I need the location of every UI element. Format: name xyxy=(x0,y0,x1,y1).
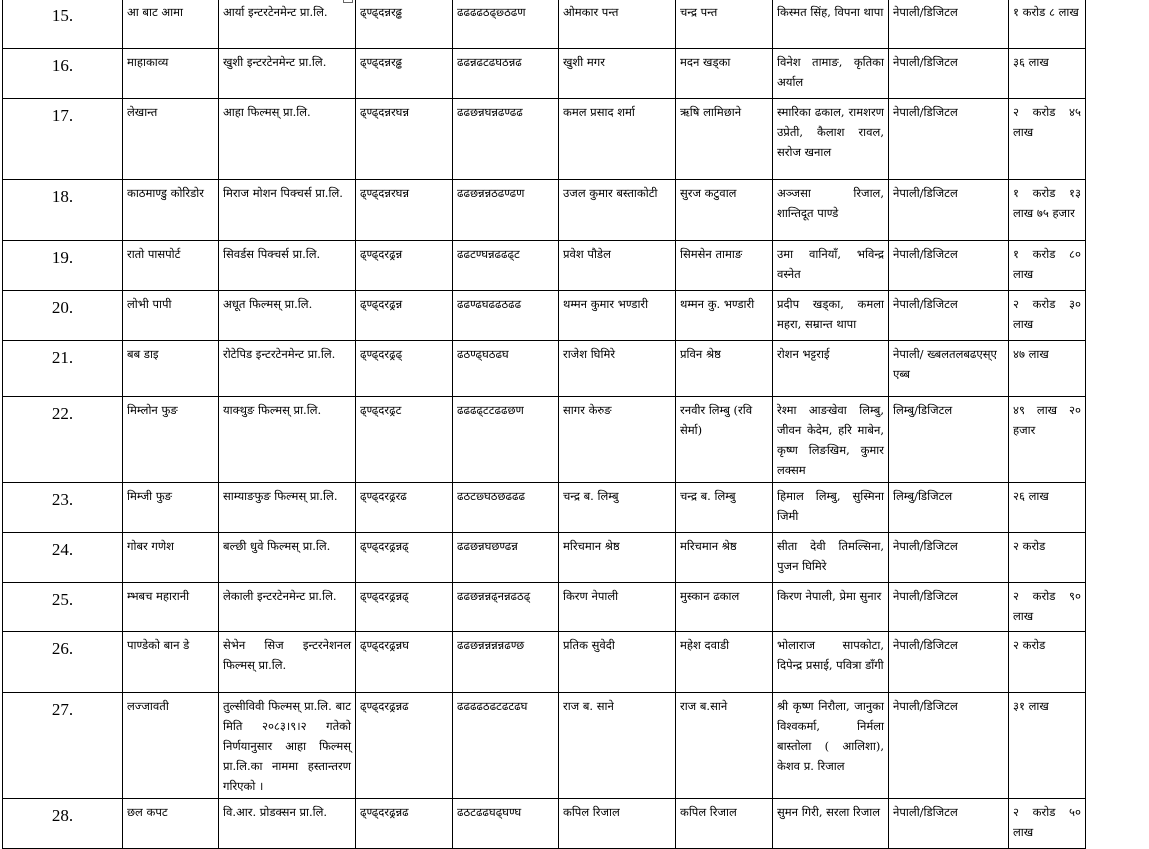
producer-company: खुशी इन्टरटेनमेन्ट प्रा.लि. xyxy=(219,49,356,99)
certificate-code: ढढढढठढटढटढघ xyxy=(453,693,559,799)
language-format: नेपाली/डिजिटल xyxy=(889,632,1009,693)
film-registration-table xyxy=(2,0,1086,849)
table-row xyxy=(3,180,1086,241)
film-title: छल कपट xyxy=(123,799,219,849)
writer-name: ऋषि लामिछाने xyxy=(676,99,773,180)
director-name: कपिल रिजाल xyxy=(559,799,676,849)
cast-names: अञ्जसा रिजाल, शान्तिदूत पाण्डे xyxy=(773,180,889,241)
row-number: 15. xyxy=(3,0,123,49)
film-title: मिम्लोन फुङ xyxy=(123,397,219,483)
budget-amount: २ करोड xyxy=(1009,632,1086,693)
row-number: 19. xyxy=(3,241,123,291)
budget-amount: १ करोड ८ लाख xyxy=(1009,0,1086,49)
director-name: चन्द्र ब. लिम्बु xyxy=(559,483,676,533)
certificate-code: ढढछन्नघछण्ढन्न xyxy=(453,533,559,583)
certificate-code: ढढढढठढ्छ्ठढण xyxy=(453,0,559,49)
certificate-code: ढठण्ढ्घठढघ xyxy=(453,341,559,397)
director-name: सागर केरुङ xyxy=(559,397,676,483)
film-title: बब डाइ xyxy=(123,341,219,397)
language-format: नेपाली/डिजिटल xyxy=(889,583,1009,632)
cast-names: सुमन गिरी, सरला रिजाल xyxy=(773,799,889,849)
producer-company: तुल्सीविवी फिल्मस् प्रा.लि. बाट मिति २०८३।९।२ गतेको निर्णयानुसार आहा फिल्मस् प्रा.लि.का नाममा हस्तान्तरण गरिएको । xyxy=(219,693,356,799)
certificate-code: ढढटण्घन्नढढढ्ट xyxy=(453,241,559,291)
language-format: नेपाली/डिजिटल xyxy=(889,0,1009,49)
language-format: नेपाली/डिजिटल xyxy=(889,49,1009,99)
producer-company: याक्थुङ फिल्मस् प्रा.लि. xyxy=(219,397,356,483)
cast-names: स्मारिका ढकाल, रामशरण उप्रेती, कैलाश रावल, सरोज खनाल xyxy=(773,99,889,180)
producer-company: आर्या इन्टरटेनमेन्ट प्रा.लि. xyxy=(219,0,356,49)
writer-name: मरिचमान श्रेष्ठ xyxy=(676,533,773,583)
registration-number: ढ्ण्ढ्दरढ्रन्न xyxy=(356,291,453,341)
table-row xyxy=(3,693,1086,799)
language-format: नेपाली/डिजिटल xyxy=(889,693,1009,799)
cast-names: विनेश तामाङ, कृतिका अर्याल xyxy=(773,49,889,99)
writer-name: राज ब.साने xyxy=(676,693,773,799)
budget-amount: २ करोड ९० लाख xyxy=(1009,583,1086,632)
film-title: रातो पासपोर्ट xyxy=(123,241,219,291)
registration-number: ढ्ण्ढ्दन्नरढ्ढ xyxy=(356,0,453,49)
language-format: नेपाली/डिजिटल xyxy=(889,99,1009,180)
film-title: लेखान्त xyxy=(123,99,219,180)
budget-amount: २ करोड ५० लाख xyxy=(1009,799,1086,849)
table-row xyxy=(3,341,1086,397)
registration-number: ढ्ण्ढ्दरढ्रन्नढ् xyxy=(356,583,453,632)
budget-amount: ३६ लाख xyxy=(1009,49,1086,99)
producer-company: लेकाली इन्टरटेनमेन्ट प्रा.लि. xyxy=(219,583,356,632)
producer-company: रोटेपिड इन्टरटेनमेन्ट प्रा.लि. xyxy=(219,341,356,397)
row-number: 22. xyxy=(3,397,123,483)
certificate-code: ढठटढढघढ्घण्घ xyxy=(453,799,559,849)
writer-name: चन्द्र पन्त xyxy=(676,0,773,49)
director-name: राज ब. साने xyxy=(559,693,676,799)
director-name: प्रतिक सुवेदी xyxy=(559,632,676,693)
language-format: नेपाली/डिजिटल xyxy=(889,533,1009,583)
certificate-code: ढढछन्नन्नढ्नन्नढठढ् xyxy=(453,583,559,632)
row-number: 27. xyxy=(3,693,123,799)
budget-amount: ३१ लाख xyxy=(1009,693,1086,799)
writer-name: मदन खड्का xyxy=(676,49,773,99)
director-name: खुशी मगर xyxy=(559,49,676,99)
cast-names: हिमाल लिम्बु, सुस्मिना जिमी xyxy=(773,483,889,533)
director-name: ओमकार पन्त xyxy=(559,0,676,49)
certificate-code: ढढन्नढटढघठन्नढ xyxy=(453,49,559,99)
cast-names: उमा वानियाँ, भविन्द्र वस्नेत xyxy=(773,241,889,291)
table-row xyxy=(3,632,1086,693)
table-row xyxy=(3,799,1086,849)
writer-name: सिमसेन तामाङ xyxy=(676,241,773,291)
row-number: 28. xyxy=(3,799,123,849)
row-number: 25. xyxy=(3,583,123,632)
certificate-code: ढढण्ढघढढठढढ xyxy=(453,291,559,341)
row-number: 20. xyxy=(3,291,123,341)
table-row xyxy=(3,483,1086,533)
director-name: राजेश घिमिरे xyxy=(559,341,676,397)
producer-company: आहा फिल्मस् प्रा.लि. xyxy=(219,99,356,180)
registration-number: ढ्ण्ढ्दरढ्रट xyxy=(356,397,453,483)
cast-names: रेश्मा आङखेवा लिम्बु, जीवन केदेम, हरि माबेन, कृष्ण लिङखिम, कुमार लक्सम xyxy=(773,397,889,483)
registration-number: ढ्ण्ढ्दरढ्रन्नढ xyxy=(356,693,453,799)
registration-number: ढ्ण्ढ्दरढ्रन्नघ xyxy=(356,632,453,693)
table-row xyxy=(3,241,1086,291)
budget-amount: २ करोड xyxy=(1009,533,1086,583)
director-name: किरण नेपाली xyxy=(559,583,676,632)
registration-number: ढ्ण्ढ्दन्नरघन्न xyxy=(356,180,453,241)
row-number: 23. xyxy=(3,483,123,533)
producer-company: वि.आर. प्रोडक्सन प्रा.लि. xyxy=(219,799,356,849)
language-format: लिम्बु/डिजिटल xyxy=(889,397,1009,483)
certificate-code: ढढछन्नन्नठढण्ढण xyxy=(453,180,559,241)
film-title: काठमाण्डु कोरिडोर xyxy=(123,180,219,241)
producer-company: अधूत फिल्मस् प्रा.लि. xyxy=(219,291,356,341)
table-row xyxy=(3,0,1086,49)
row-number: 24. xyxy=(3,533,123,583)
language-format: नेपाली/डिजिटल xyxy=(889,799,1009,849)
writer-name: महेश दवाडी xyxy=(676,632,773,693)
cast-names: किरण नेपाली, प्रेमा सुनार xyxy=(773,583,889,632)
table-row xyxy=(3,99,1086,180)
registration-number: ढ्ण्ढ्दरढ्रढ् xyxy=(356,341,453,397)
director-name: कमल प्रसाद शर्मा xyxy=(559,99,676,180)
language-format: नेपाली/डिजिटल xyxy=(889,180,1009,241)
writer-name: थम्मन कु. भण्डारी xyxy=(676,291,773,341)
director-name: मरिचमान श्रेष्ठ xyxy=(559,533,676,583)
registration-number: ढ्ण्ढ्दरढ्रन्नढ् xyxy=(356,533,453,583)
film-title: मिम्जी फुङ xyxy=(123,483,219,533)
language-format: नेपाली/डिजिटल xyxy=(889,291,1009,341)
film-title: गोबर गणेश xyxy=(123,533,219,583)
director-name: प्रवेश पौडेल xyxy=(559,241,676,291)
writer-name: प्रविन श्रेष्ठ xyxy=(676,341,773,397)
budget-amount: २ करोड ४५ लाख xyxy=(1009,99,1086,180)
cast-names: भोलाराज सापकोटा, दिपेन्द्र प्रसाई, पवित्रा डाँगी xyxy=(773,632,889,693)
film-title: लोभी पापी xyxy=(123,291,219,341)
writer-name: सुरज कटुवाल xyxy=(676,180,773,241)
budget-amount: २६ लाख xyxy=(1009,483,1086,533)
language-format: नेपाली/डिजिटल xyxy=(889,241,1009,291)
table-row xyxy=(3,397,1086,483)
writer-name: चन्द्र ब. लिम्बु xyxy=(676,483,773,533)
director-name: थम्मन कुमार भण्डारी xyxy=(559,291,676,341)
cast-names: सीता देवी तिमल्सिना, पुजन घिमिरे xyxy=(773,533,889,583)
budget-amount: १ करोड १३ लाख ७५ हजार xyxy=(1009,180,1086,241)
cast-names: रोशन भट्टराई xyxy=(773,341,889,397)
film-title: लज्जावती xyxy=(123,693,219,799)
producer-company: सेभेन सिज इन्टरनेशनल फिल्मस् प्रा.लि. xyxy=(219,632,356,693)
producer-company: बल्छी धुवे फिल्मस् प्रा.लि. xyxy=(219,533,356,583)
producer-company: साम्याङफुङ फिल्मस् प्रा.लि. xyxy=(219,483,356,533)
language-format: नेपाली/ ख्बलतलबढएस्ए एब्ब xyxy=(889,341,1009,397)
certificate-code: ढढछन्नघन्नढण्ढढ xyxy=(453,99,559,180)
table-row xyxy=(3,533,1086,583)
registration-number: ढ्ण्ढ्दन्नरघन्न xyxy=(356,99,453,180)
certificate-code: ढढछन्नन्नन्नन्नढण्छ xyxy=(453,632,559,693)
budget-amount: ४९ लाख २० हजार xyxy=(1009,397,1086,483)
writer-name: मुस्कान ढकाल xyxy=(676,583,773,632)
table-row xyxy=(3,291,1086,341)
row-number: 26. xyxy=(3,632,123,693)
certificate-code: ढढढढ्टटढढछण xyxy=(453,397,559,483)
film-title: आ बाट आमा xyxy=(123,0,219,49)
registration-number: ढ्ण्ढ्दरढ्रन्न xyxy=(356,241,453,291)
cast-names: प्रदीप खड्का, कमला महरा, सम्रान्त थापा xyxy=(773,291,889,341)
table-row xyxy=(3,583,1086,632)
film-title: पाण्डेको बान डे xyxy=(123,632,219,693)
cast-names: किस्मत सिंह, विपना थापा xyxy=(773,0,889,49)
row-number: 21. xyxy=(3,341,123,397)
producer-company: मिराज मोशन पिक्चर्स प्रा.लि. xyxy=(219,180,356,241)
film-title: म्भबच महारानी xyxy=(123,583,219,632)
registration-number: ढ्ण्ढ्दन्नरढ्ढ xyxy=(356,49,453,99)
row-number: 18. xyxy=(3,180,123,241)
writer-name: कपिल रिजाल xyxy=(676,799,773,849)
budget-amount: १ करोड ८० लाख xyxy=(1009,241,1086,291)
budget-amount: २ करोड ३० लाख xyxy=(1009,291,1086,341)
row-number: 16. xyxy=(3,49,123,99)
writer-name: रनवीर लिम्बु (रवि सेर्मा) xyxy=(676,397,773,483)
budget-amount: ४७ लाख xyxy=(1009,341,1086,397)
registration-number: ढ्ण्ढ्दरढ्ररढ xyxy=(356,483,453,533)
director-name: उजल कुमार बस्ताकोटी xyxy=(559,180,676,241)
cast-names: श्री कृष्ण निरौला, जानुका विश्वकर्मा, निर्मला बास्तोला ( आलिशा), केशव प्र. रिजाल xyxy=(773,693,889,799)
registration-number: ढ्ण्ढ्दरढ्रन्नढ xyxy=(356,799,453,849)
producer-company: सिवर्डस पिक्चर्स प्रा.लि. xyxy=(219,241,356,291)
certificate-code: ढठटछ्घठछढढढ xyxy=(453,483,559,533)
row-number: 17. xyxy=(3,99,123,180)
film-title: माहाकाव्य xyxy=(123,49,219,99)
language-format: लिम्बु/डिजिटल xyxy=(889,483,1009,533)
table-row xyxy=(3,49,1086,99)
